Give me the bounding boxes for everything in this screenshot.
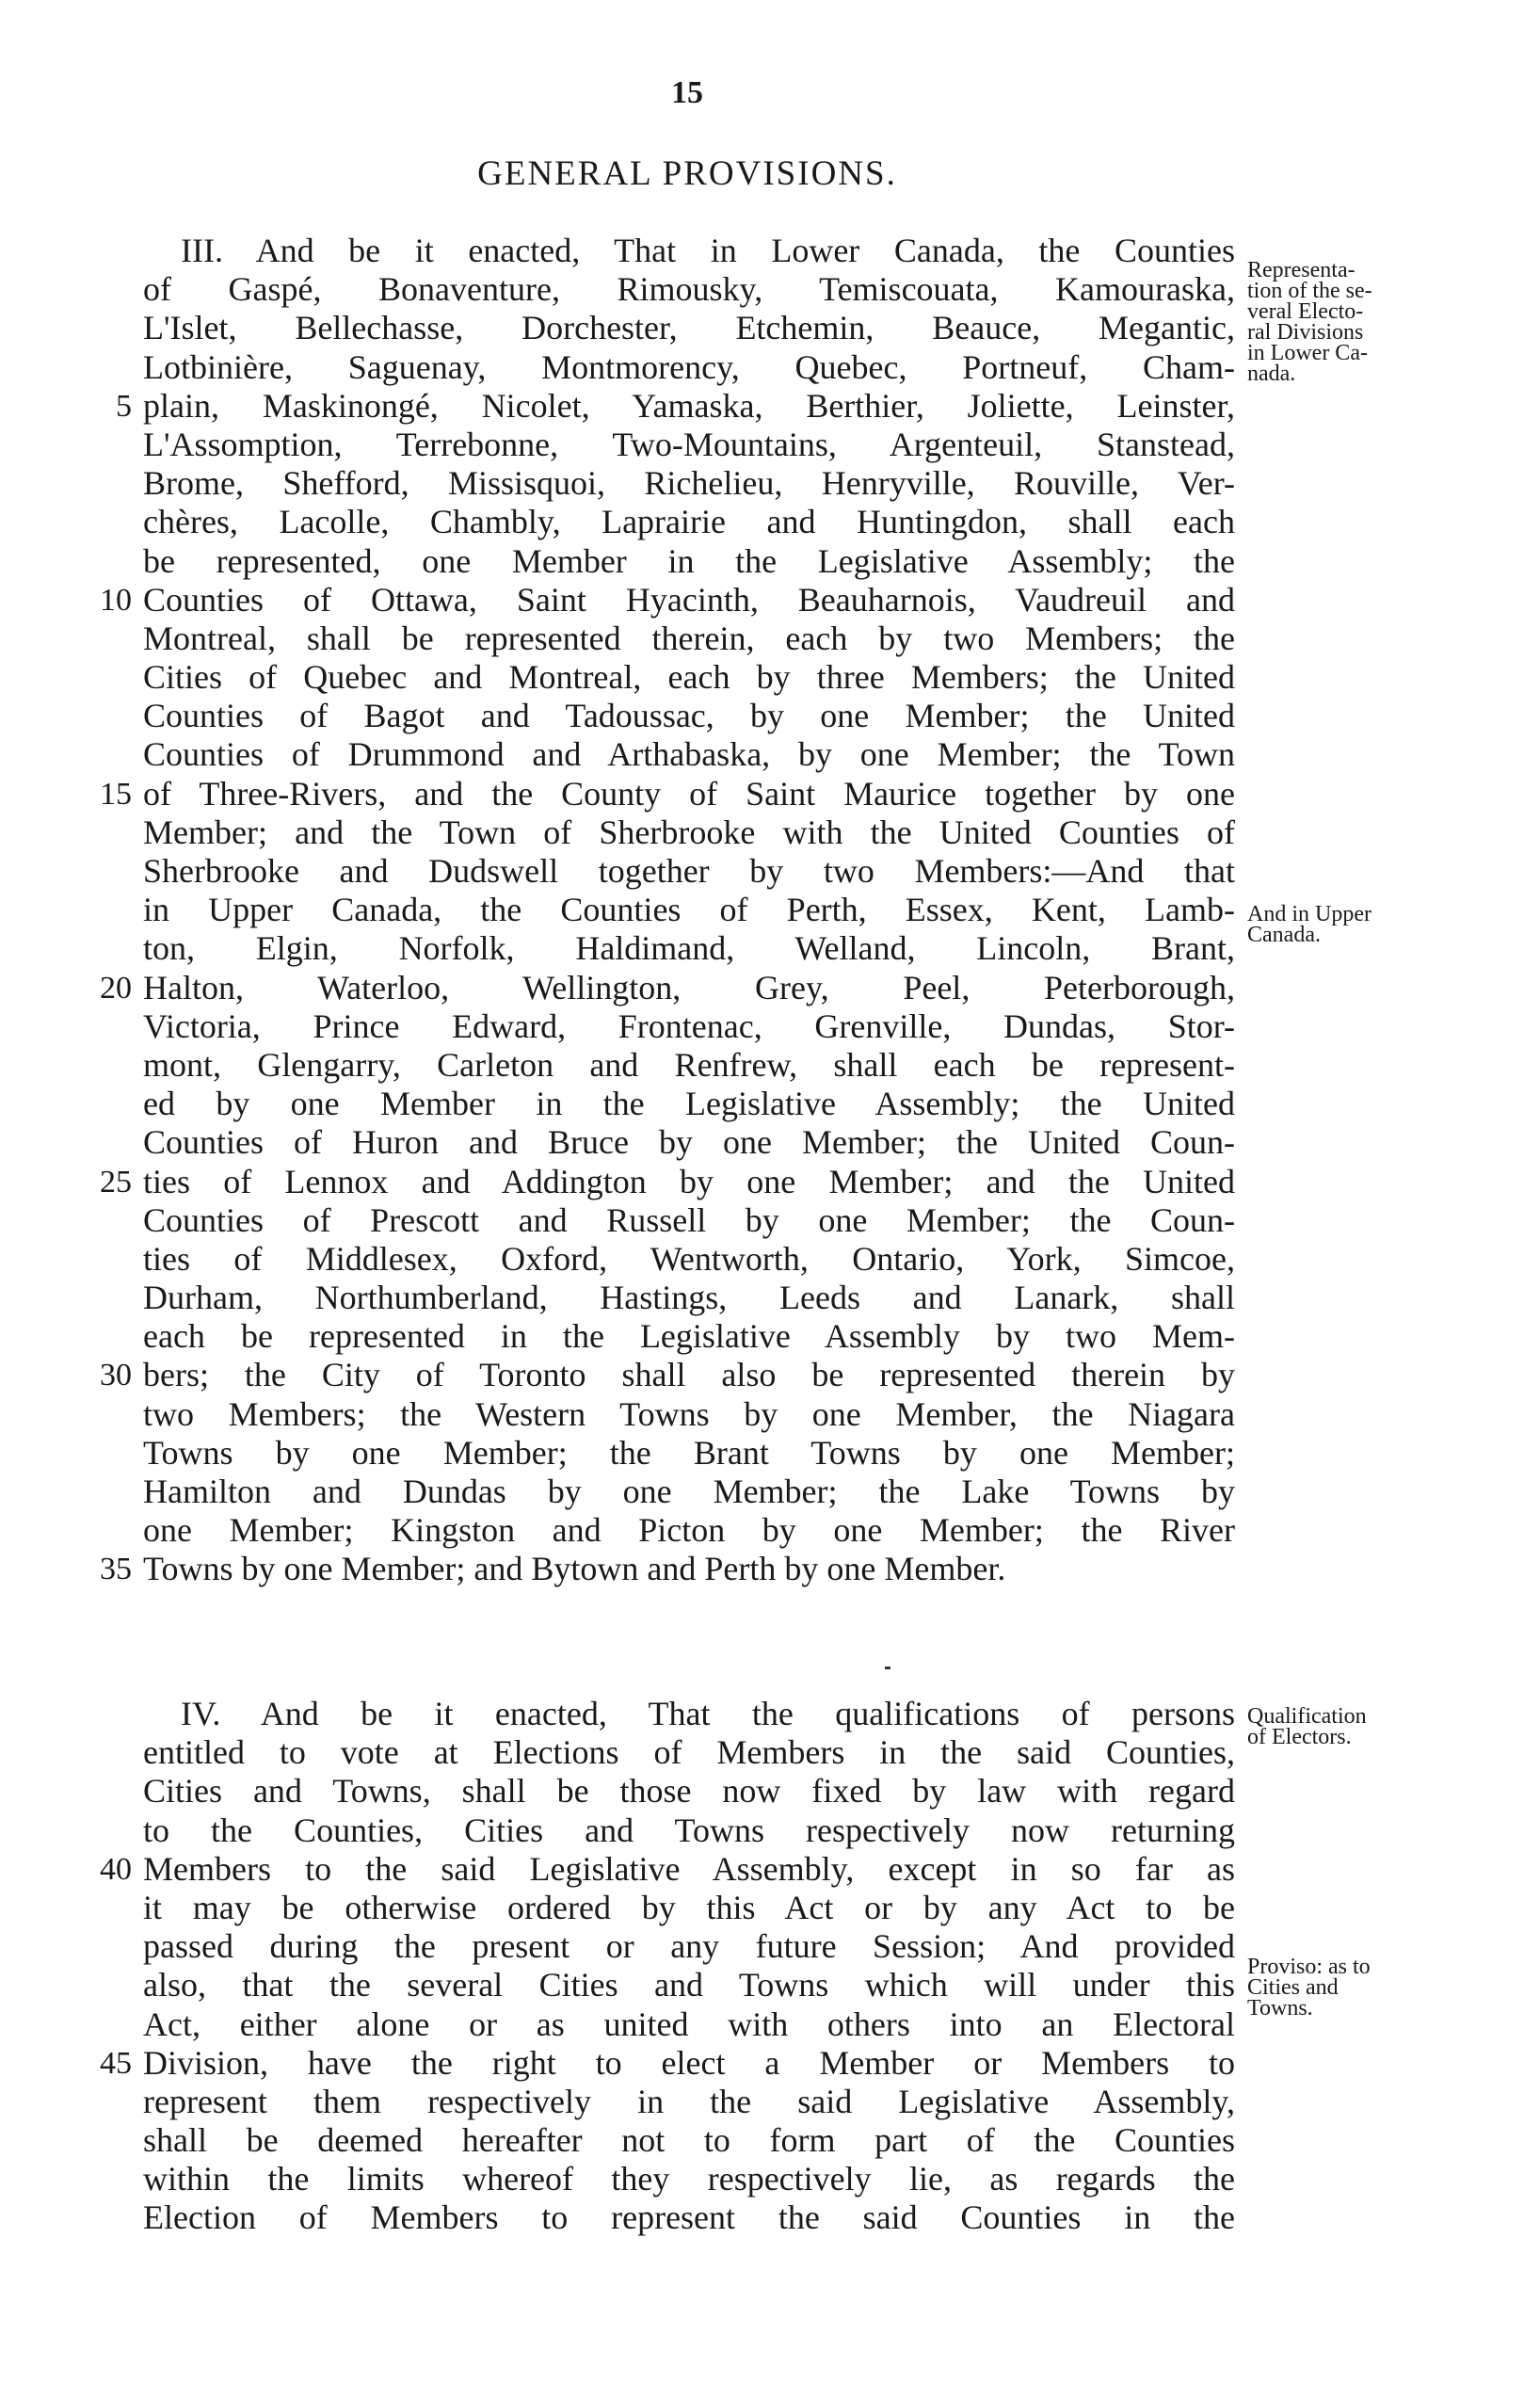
text-line: 35 Towns by one Member; and Bytown and Perth by one Member. <box>143 1550 1235 1588</box>
text-line: represent them respectively in the said Legislative Assembly, <box>143 2082 1235 2120</box>
line-number: 10 <box>100 582 132 618</box>
margin-note-upper-canada <box>1247 904 1436 945</box>
section-3-text <box>100 232 1235 1589</box>
section-divider-mark <box>885 1666 890 1669</box>
text-line: also, that the several Cities and Towns which will under this <box>143 1966 1235 2005</box>
text-line: Act, either alone or as united with others into an Electoral <box>143 2005 1235 2043</box>
margin-note-line: tion of the se- <box>1247 279 1372 303</box>
text-line: be represented, one Member in the Legislative Assembly; the <box>143 541 1235 580</box>
line-number: 25 <box>100 1164 132 1200</box>
text-line: L'Assomption, Terrebonne, Two-Mountains, Argenteuil, Stanstead, <box>143 425 1235 463</box>
text-line: to the Counties, Cities and Towns respectively now returning <box>143 1811 1235 1849</box>
margin-note-representation <box>1247 260 1436 384</box>
margin-note-qualification <box>1247 1706 1436 1747</box>
text-line: 15 of Three-Rivers, and the County of Saint Maurice together by one <box>143 775 1235 813</box>
text-line: 25 ties of Lennox and Addington by one Member; and the United <box>143 1163 1235 1201</box>
margin-note-line: Cities and <box>1247 1975 1339 2000</box>
text-line: mont, Glengarry, Carleton and Renfrew, shall each be represent- <box>143 1045 1235 1084</box>
line-number: 5 <box>116 388 132 424</box>
margin-note-line: nada. <box>1247 362 1296 386</box>
text-line: 10 Counties of Ottawa, Saint Hyacinth, Beauharnois, Vaudreuil and <box>143 581 1235 620</box>
margin-note-line: Canada. <box>1247 923 1321 947</box>
text-line: III. And be it enacted, That in Lower Canada, the Counties <box>181 232 1235 269</box>
text-line: Hamilton and Dundas by one Member; the Lake Towns by <box>143 1473 1235 1510</box>
margin-note-line: ral Divisions <box>1247 320 1364 345</box>
text-line: Sherbrooke and Dudswell together by two Members:—And that <box>143 852 1235 890</box>
text-line: it may be otherwise ordered by this Act or by any Act to be <box>143 1888 1235 1926</box>
text-line: Election of Members to represent the said Counties in the <box>143 2198 1235 2237</box>
text-line: ed by one Member in the Legislative Assembly; the United <box>143 1085 1235 1123</box>
text-line: 45 Division, have the right to elect a Member or Members to <box>143 2044 1235 2083</box>
margin-note-line: Qualification <box>1247 1704 1367 1729</box>
text-line: ties of Middlesex, Oxford, Wentworth, Ontario, York, Simcoe, <box>143 1239 1235 1278</box>
margin-note-line: in Lower Ca- <box>1247 341 1368 365</box>
text-line: Counties of Prescott and Russell by one Member; the Coun- <box>143 1200 1235 1239</box>
text-line: one Member; Kingston and Picton by one Member; the River <box>143 1511 1235 1550</box>
text-line: chères, Lacolle, Chambly, Laprairie and Huntingdon, shall each <box>143 503 1235 541</box>
line-number: 40 <box>100 1851 132 1887</box>
text-line: Counties of Bagot and Tadoussac, by one Member; the United <box>143 697 1235 735</box>
text-line: IV. And be it enacted, That the qualifications of persons <box>181 1695 1235 1732</box>
text-line: 20 Halton, Waterloo, Wellington, Grey, Peel, Peterborough, <box>143 969 1235 1007</box>
margin-note-line: Representa- <box>1247 258 1356 282</box>
section-heading: GENERAL PROVISIONS. <box>477 154 897 193</box>
margin-note-line: Towns. <box>1247 1996 1313 2021</box>
margin-note-line: of Electors. <box>1247 1725 1352 1749</box>
section-4-text <box>100 1695 1235 2238</box>
text-line: in Upper Canada, the Counties of Perth, Essex, Kent, Lamb- <box>143 891 1235 929</box>
line-number: 20 <box>100 970 132 1006</box>
text-line: within the limits whereof they respectively lie, as regards the <box>143 2160 1235 2198</box>
text-line: Towns by one Member; the Brant Towns by one Member; <box>143 1433 1235 1472</box>
line-number: 15 <box>100 776 132 812</box>
text-line: Cities and Towns, shall be those now fixed by law with regard <box>143 1772 1235 1811</box>
line-number: 35 <box>100 1552 132 1587</box>
text-line: each be represented in the Legislative Assembly by two Mem- <box>143 1317 1235 1356</box>
text-line: ton, Elgin, Norfolk, Haldimand, Welland, Lincoln, Brant, <box>143 929 1235 968</box>
text-line: Victoria, Prince Edward, Frontenac, Grenville, Dundas, Stor- <box>143 1006 1235 1045</box>
text-line: entitled to vote at Elections of Members in the said Counties, <box>143 1733 1235 1772</box>
text-line: 5 plain, Maskinongé, Nicolet, Yamaska, Berthier, Joliette, Leinster, <box>143 387 1235 426</box>
text-line: of Gaspé, Bonaventure, Rimousky, Temiscouata, Kamouraska, <box>143 270 1235 309</box>
text-line: L'Islet, Bellechasse, Dorchester, Etchemin, Beauce, Megantic, <box>143 309 1235 347</box>
text-line: shall be deemed hereafter not to form part of the Counties <box>143 2121 1235 2160</box>
margin-note-line: And in Upper <box>1247 902 1372 926</box>
text-line: 40 Members to the said Legislative Assembly, except in so far as <box>143 1850 1235 1889</box>
text-line: passed during the present or any future Session; And provided <box>143 1927 1235 1966</box>
page-number: 15 <box>671 75 703 110</box>
margin-note-line: veral Electo- <box>1247 299 1364 324</box>
margin-note-line: Proviso: as to <box>1247 1955 1371 1979</box>
text-line: Counties of Drummond and Arthabaska, by one Member; the Town <box>143 735 1235 774</box>
text-line: Montreal, shall be represented therein, each by two Members; the <box>143 619 1235 657</box>
line-number: 30 <box>100 1358 132 1393</box>
text-line: Lotbinière, Saguenay, Montmorency, Quebec, Portneuf, Cham- <box>143 347 1235 386</box>
text-line: two Members; the Western Towns by one Member, the Niagara <box>143 1394 1235 1433</box>
line-number: 45 <box>100 2045 132 2081</box>
text-line: Member; and the Town of Sherbrooke with the United Counties of <box>143 813 1235 851</box>
text-line: Brome, Shefford, Missisquoi, Richelieu, Henryville, Rouville, Ver- <box>143 464 1235 503</box>
text-line: Cities of Quebec and Montreal, each by three Members; the United <box>143 658 1235 697</box>
text-line: Durham, Northumberland, Hastings, Leeds and Lanark, shall <box>143 1279 1235 1317</box>
text-line: Counties of Huron and Bruce by one Member; the United Coun- <box>143 1123 1235 1162</box>
margin-note-proviso <box>1247 1956 1436 2019</box>
text-line: 30 bers; the City of Toronto shall also be represented therein by <box>143 1356 1235 1394</box>
